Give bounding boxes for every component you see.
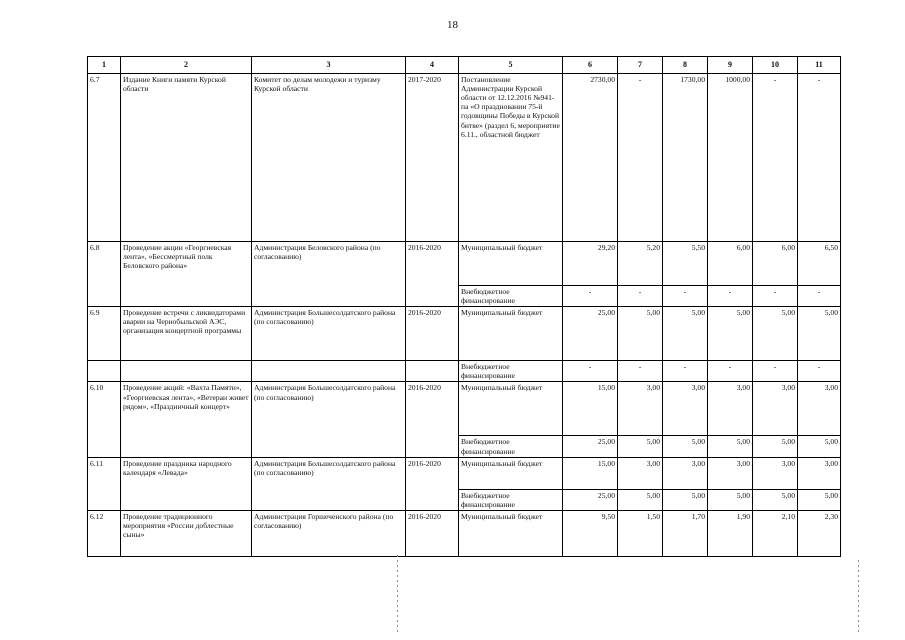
column-header: 3	[252, 57, 406, 74]
cell-year: 5,00	[618, 489, 663, 510]
funding-source: Внебюджетное финансирование	[459, 436, 563, 457]
cell-total: -	[563, 361, 618, 382]
period: 2016-2020	[406, 382, 459, 457]
cell-year: 2,10	[753, 510, 798, 556]
column-header: 9	[708, 57, 753, 74]
cell-year: 6,00	[753, 242, 798, 286]
cell-year: 3,00	[618, 382, 663, 436]
cell-total: 15,00	[563, 457, 618, 489]
cell-total: 25,00	[563, 436, 618, 457]
cell-year: 1,50	[618, 510, 663, 556]
executor: Комитет по делам молодежи и туризму Курской области	[252, 74, 406, 242]
header-row	[88, 57, 841, 74]
cell-year: -	[753, 74, 798, 242]
table-row	[88, 361, 841, 382]
funding-source: Муниципальный бюджет	[459, 307, 563, 361]
cell-year: 6,00	[708, 242, 753, 286]
column-header: 7	[618, 57, 663, 74]
cell-year: 5,00	[798, 307, 841, 361]
cell-year: 3,00	[663, 382, 708, 436]
cell-year: 3,00	[618, 457, 663, 489]
cell-year: 3,00	[798, 382, 841, 436]
funding-source: Внебюджетное финансирование	[459, 489, 563, 510]
row-number: 6.8	[88, 242, 121, 307]
period: 2016-2020	[406, 457, 459, 510]
cell-year: 3,00	[753, 457, 798, 489]
cell-total: -	[563, 286, 618, 307]
cell-year: 3,00	[753, 382, 798, 436]
cell-year: 5,50	[663, 242, 708, 286]
cell-year: 5,00	[708, 307, 753, 361]
cell-year: 5,00	[753, 307, 798, 361]
cell-year: 5,00	[663, 489, 708, 510]
executor: Администрация Большесолдатского района (по согласованию)	[252, 457, 406, 510]
executor: Администрация Большесолдатского района (по согласованию)	[252, 382, 406, 457]
cell-year: 5,00	[618, 436, 663, 457]
funding-source: Внебюджетное финансирование	[459, 361, 563, 382]
cell-year: -	[708, 361, 753, 382]
cell-year: 5,00	[798, 489, 841, 510]
table-row	[88, 242, 841, 286]
cell-year: 1,90	[708, 510, 753, 556]
cell-year: -	[798, 361, 841, 382]
row-number: 6.9	[88, 307, 121, 361]
cell-year: -	[618, 361, 663, 382]
table-row	[88, 457, 841, 489]
row-number: 6.10	[88, 382, 121, 457]
page-number: 18	[447, 19, 458, 31]
table-row	[88, 382, 841, 436]
cell-year: -	[753, 361, 798, 382]
cell-total: 15,00	[563, 382, 618, 436]
row-number: 6.12	[88, 510, 121, 556]
funding-source: Муниципальный бюджет	[459, 457, 563, 489]
table-row	[88, 74, 841, 242]
cell-year: 2,30	[798, 510, 841, 556]
column-header: 5	[459, 57, 563, 74]
funding-source: Муниципальный бюджет	[459, 242, 563, 286]
funding-source: Муниципальный бюджет	[459, 382, 563, 436]
scan-artifact-line	[858, 560, 859, 635]
cell-year: 5,00	[753, 489, 798, 510]
period: 2016-2020	[406, 307, 459, 361]
event-name: Проведение традиционного мероприятия «России доблестные сыны»	[121, 510, 252, 556]
row-number: 6.11	[88, 457, 121, 510]
cell-total: 29,20	[563, 242, 618, 286]
cell-total: 2730,00	[563, 74, 618, 242]
cell-year: 5,00	[708, 436, 753, 457]
cell-year: 5,00	[708, 489, 753, 510]
column-header: 2	[121, 57, 252, 74]
cell-total: 25,00	[563, 307, 618, 361]
cell-total: 25,00	[563, 489, 618, 510]
cell-year: 3,00	[663, 457, 708, 489]
funding-source: Муниципальный бюджет	[459, 510, 563, 556]
cell-year: 1730,00	[663, 74, 708, 242]
executor: Администрация Большесолдатского района (по согласованию)	[252, 307, 406, 361]
table-row	[88, 307, 841, 361]
funding-source: Внебюджетное финансирование	[459, 286, 563, 307]
cell-year: -	[798, 286, 841, 307]
cell-year: -	[663, 361, 708, 382]
event-name: Проведение встречи с ликвидаторами аварии на Чернобыльской АЭС, организация концертной программы	[121, 307, 252, 361]
event-name: Проведение акций: «Вахта Памяти», «Георгиевская лента», «Ветеран живет рядом», «Праздничный концерт»	[121, 382, 252, 457]
cell-year: -	[618, 74, 663, 242]
cell-year: 5,00	[798, 436, 841, 457]
cell-year: 3,00	[708, 382, 753, 436]
column-header: 1	[88, 57, 121, 74]
cell-year: 5,00	[663, 436, 708, 457]
cell-year: -	[708, 286, 753, 307]
period: 2016-2020	[406, 510, 459, 556]
column-header: 4	[406, 57, 459, 74]
event-name: Проведение праздника народного календаря «Левада»	[121, 457, 252, 510]
funding-source: Постановление Администрации Курской области от 12.12.2016 №941-па «О праздновании 75-й годовщины Победы в Курской битве» (раздел 6, мероприятие 6.11., областной бюджет	[459, 74, 563, 242]
cell-year: -	[753, 286, 798, 307]
period: 2017-2020	[406, 74, 459, 242]
column-header: 6	[563, 57, 618, 74]
column-header: 8	[663, 57, 708, 74]
program-table	[87, 56, 841, 557]
cell-total: 9,50	[563, 510, 618, 556]
cell-year: 1,70	[663, 510, 708, 556]
cell-year: -	[798, 74, 841, 242]
cell-year: 3,00	[798, 457, 841, 489]
event-name: Проведение акции «Георгиевская лента», «Бессмертный полк Беловского района»	[121, 242, 252, 307]
cell-year: 5,00	[618, 307, 663, 361]
cell-year: 5,00	[663, 307, 708, 361]
column-header: 10	[753, 57, 798, 74]
cell-year: -	[663, 286, 708, 307]
table-row	[88, 510, 841, 556]
column-header: 11	[798, 57, 841, 74]
period: 2016-2020	[406, 242, 459, 307]
scan-artifact-line	[397, 555, 398, 635]
cell-year: 3,00	[708, 457, 753, 489]
event-name: Издание Книги памяти Курской области	[121, 74, 252, 242]
cell-year: -	[618, 286, 663, 307]
cell-year: 6,50	[798, 242, 841, 286]
executor: Администрация Горшеченского района (по согласованию)	[252, 510, 406, 556]
cell-year: 5,00	[753, 436, 798, 457]
executor: Администрация Беловского района (по согласованию)	[252, 242, 406, 307]
row-number: 6.7	[88, 74, 121, 242]
cell-year: 1000,00	[708, 74, 753, 242]
cell-year: 5,20	[618, 242, 663, 286]
